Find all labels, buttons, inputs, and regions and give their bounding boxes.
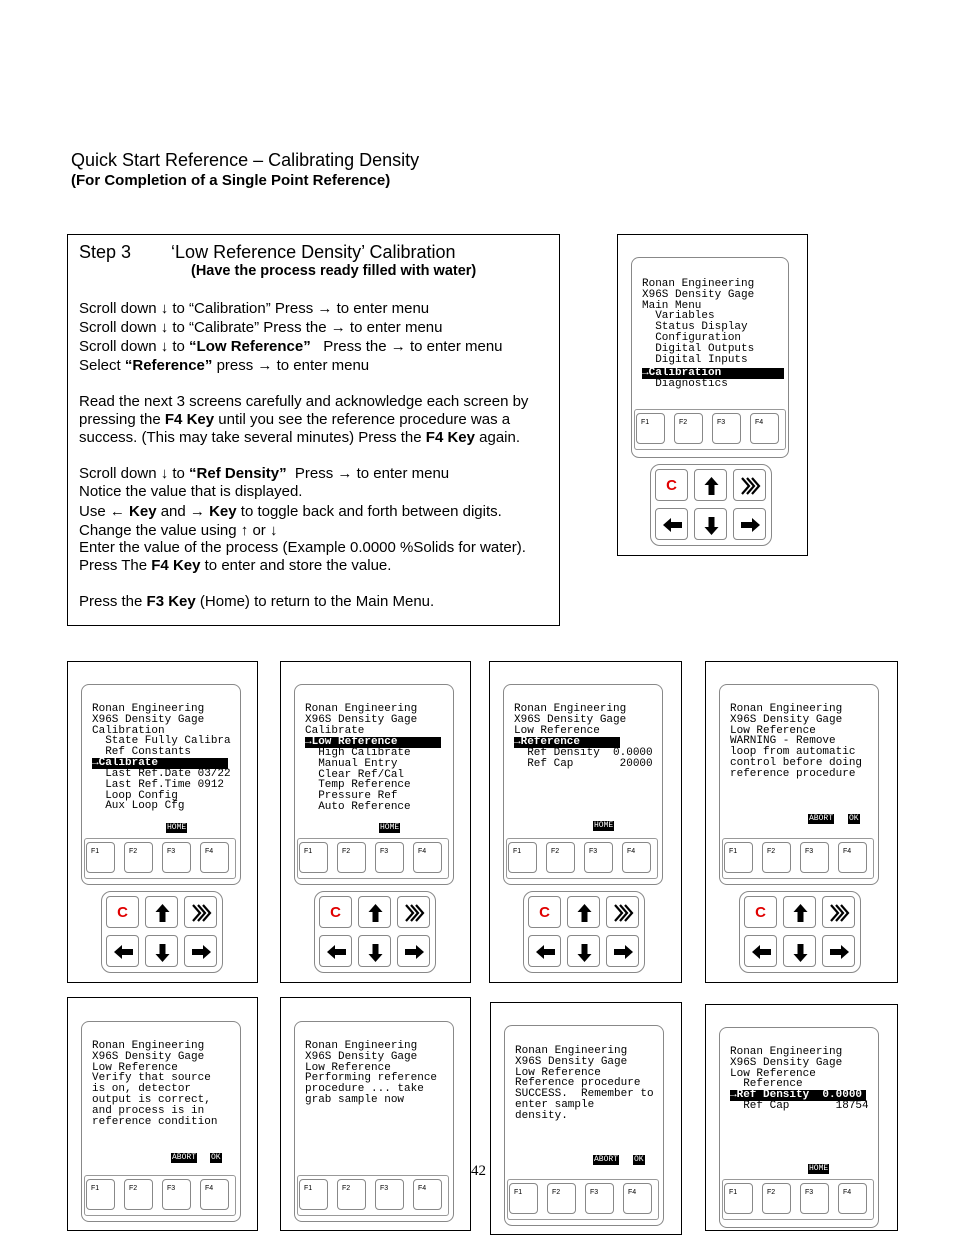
lcd-line: Verify that source	[92, 1072, 211, 1085]
clear-key[interactable]: C	[528, 896, 561, 928]
text: pressing the	[79, 411, 165, 428]
lcd-line: SUCCESS. Remember to	[515, 1088, 654, 1101]
lcd-line: Low Reference	[730, 1067, 816, 1080]
f2-key[interactable]: F2	[546, 842, 575, 873]
lcd-line: Reference	[730, 1078, 803, 1091]
lcd-line: X96S Density Gage	[305, 713, 418, 726]
lcd-line: X96S Density Gage	[515, 1055, 628, 1068]
f4-key[interactable]: F4	[413, 1179, 442, 1210]
instruction-line: Scroll down ↓ to “Calibration” Press → to enter menu	[79, 300, 430, 317]
lcd-screen	[515, 1046, 654, 1122]
right-arrow-key[interactable]	[184, 935, 217, 967]
lcd-line: Ronan Engineering	[305, 1040, 418, 1052]
text: Press The	[79, 557, 152, 574]
fast-scroll-key[interactable]	[397, 896, 430, 928]
softkey-ok[interactable]: OK	[211, 1153, 221, 1162]
lcd-line: Digital Inputs	[642, 353, 748, 366]
softkey-ok[interactable]: OK	[634, 1155, 644, 1164]
f1-key[interactable]: F1	[508, 842, 537, 873]
f4-key[interactable]: F4	[622, 842, 651, 873]
lcd-line[interactable]: Last Ref.Date 03/22	[92, 768, 231, 780]
f1-key[interactable]: F1	[86, 842, 115, 873]
lcd-line[interactable]: Clear Ref/Cal	[305, 768, 405, 781]
f3-key[interactable]: F3	[800, 842, 829, 873]
lcd-line: control before doing	[730, 756, 863, 769]
lcd-line: density.	[515, 1109, 568, 1122]
instruction-line	[79, 557, 391, 575]
lcd-line: Calibrate	[305, 724, 365, 737]
text: to toggle back and forth between digits.	[236, 503, 502, 520]
softkey-home[interactable]: HOME	[594, 821, 614, 830]
lcd-line: Ronan Engineering	[92, 1040, 205, 1052]
text-bold: “Low Reference”	[189, 338, 311, 355]
left-arrow-key[interactable]	[528, 935, 561, 967]
lcd-line: Status Display	[642, 321, 748, 334]
text: to enter and store the value.	[200, 557, 392, 574]
f2-key[interactable]: F2	[547, 1183, 576, 1214]
softkey-home[interactable]: HOME	[380, 823, 400, 832]
page-subtitle: (For Completion of a Single Point Reference)	[71, 172, 391, 189]
f2-key[interactable]: F2	[762, 1183, 791, 1214]
lcd-screen	[642, 279, 754, 365]
down-arrow-key[interactable]	[145, 935, 178, 967]
instruction-line	[79, 503, 502, 521]
instruction-line: Scroll down ↓ to “Calibrate” Press the → to enter menu	[79, 319, 443, 336]
lcd-line: Ronan Engineering	[730, 1046, 843, 1058]
lcd-line[interactable]: Auto Reference	[305, 800, 411, 813]
lcd-line: Configuration	[642, 331, 742, 344]
clear-key[interactable]: C	[744, 896, 777, 928]
text: Use ←	[79, 503, 130, 520]
text: Press the	[79, 593, 147, 610]
f1-key[interactable]: F1	[724, 842, 753, 873]
left-arrow-key[interactable]	[655, 508, 688, 540]
lcd-line[interactable]: Temp Reference	[305, 779, 411, 792]
text: success. (This may take several minutes) Press the	[79, 429, 426, 446]
text: and →	[156, 503, 210, 520]
f1-key[interactable]: F1	[724, 1183, 753, 1214]
lcd-line: Low Reference	[515, 1066, 601, 1079]
text: Press → to enter menu	[286, 465, 450, 482]
softkey-home[interactable]: HOME	[167, 823, 187, 832]
up-arrow-key[interactable]	[783, 896, 816, 928]
text-bold: F3 Key	[146, 593, 196, 610]
f3-key[interactable]: F3	[712, 413, 741, 444]
fast-scroll-key[interactable]	[184, 896, 217, 928]
lcd-line[interactable]: Aux Loop Cfg	[92, 800, 185, 813]
lcd-line: grab sample now	[305, 1093, 405, 1106]
text: Press the → to enter menu	[310, 338, 503, 355]
instruction-line: Change the value using ↑ or ↓	[79, 522, 278, 539]
text-bold: F4 Key	[425, 429, 475, 446]
lcd-line: X96S Density Gage	[305, 1050, 418, 1063]
lcd-line: Ronan Engineering	[642, 278, 755, 290]
f4-key[interactable]: F4	[200, 1179, 229, 1210]
lcd-line: Variables	[642, 310, 715, 323]
lcd-line: Low Reference	[92, 1061, 178, 1074]
lcd-line: Low Reference	[305, 1061, 391, 1074]
lcd-screen	[92, 704, 231, 758]
f1-key[interactable]: F1	[86, 1179, 115, 1210]
selected-menu-item-label[interactable]: →Low Reference	[305, 737, 441, 748]
instruction-line	[79, 411, 510, 429]
lcd-screen	[92, 1041, 217, 1127]
f3-key[interactable]: F3	[585, 1183, 614, 1214]
lcd-lines-after-selection	[514, 748, 653, 770]
instruction-line	[79, 593, 434, 611]
selected-menu-item-label[interactable]: →Ref Density 0.0000	[730, 1090, 866, 1101]
lcd-line[interactable]: Manual Entry	[305, 757, 398, 770]
f4-key[interactable]: F4	[838, 1183, 867, 1214]
lcd-screen	[514, 704, 626, 736]
f2-key[interactable]: F2	[124, 842, 153, 873]
lcd-line: Digital Outputs	[642, 342, 755, 355]
up-arrow-key[interactable]	[567, 896, 600, 928]
lcd-line: is on, detector	[92, 1083, 192, 1096]
f4-key[interactable]: F4	[200, 842, 229, 873]
lcd-line[interactable]: Loop Config	[92, 789, 178, 802]
text-bold: Key	[209, 503, 237, 520]
instruction-line	[79, 357, 369, 375]
lcd-line: Ronan Engineering	[92, 703, 205, 715]
step-subtitle: (Have the process ready filled with water)	[191, 263, 477, 279]
selected-menu-item-label[interactable]: →Calibrate	[92, 758, 228, 769]
instruction-line: Notice the value that is displayed.	[79, 483, 303, 500]
lcd-line: X96S Density Gage	[730, 1056, 843, 1069]
lcd-line: X96S Density Gage	[92, 713, 205, 726]
lcd-line: Ronan Engineering	[515, 1045, 628, 1057]
instruction-line	[79, 338, 503, 356]
left-arrow-key[interactable]	[319, 935, 352, 967]
f1-key[interactable]: F1	[636, 413, 665, 444]
lcd-screen	[305, 704, 417, 736]
step-3-box	[67, 234, 560, 626]
f2-key[interactable]: F2	[124, 1179, 153, 1210]
lcd-line[interactable]: High Calibrate	[305, 747, 411, 759]
text: again.	[474, 429, 521, 446]
selected-menu-item-label[interactable]: →Reference	[514, 737, 620, 748]
down-arrow-key[interactable]	[694, 508, 727, 540]
up-arrow-key[interactable]	[694, 469, 727, 501]
f1-key[interactable]: F1	[509, 1183, 538, 1214]
right-arrow-key[interactable]	[397, 935, 430, 967]
lcd-line: Calibration	[92, 724, 165, 737]
text-bold: F4 Key	[164, 411, 215, 428]
right-arrow-key[interactable]	[733, 508, 766, 540]
lcd-lines-after-selection	[305, 748, 411, 813]
lcd-line: procedure ... take	[305, 1083, 424, 1096]
lcd-line: X96S Density Gage	[92, 1050, 205, 1063]
lcd-line: WARNING - Remove	[730, 735, 836, 748]
f3-key[interactable]: F3	[800, 1183, 829, 1214]
f2-key[interactable]: F2	[337, 842, 366, 873]
f4-key[interactable]: F4	[750, 413, 779, 444]
clear-key[interactable]: C	[106, 896, 139, 928]
text: (Home) to return to the Main Menu.	[195, 593, 435, 610]
f3-key[interactable]: F3	[375, 1179, 404, 1210]
f1-key[interactable]: F1	[299, 842, 328, 873]
text-bold: “Ref Density”	[189, 465, 287, 482]
right-arrow-key[interactable]	[606, 935, 639, 967]
fast-scroll-key[interactable]	[606, 896, 639, 928]
down-arrow-key[interactable]	[783, 935, 816, 967]
lcd-line[interactable]: Ref Cap 20000	[514, 757, 653, 770]
lcd-line: Ref Constants	[92, 746, 192, 759]
lcd-line: loop from automatic	[730, 746, 856, 759]
lcd-line[interactable]: Pressure Ref	[305, 790, 398, 803]
lcd-line: X96S Density Gage	[642, 288, 755, 301]
lcd-line[interactable]: Diagnostics	[642, 378, 728, 390]
lcd-line: Reference procedure	[515, 1077, 641, 1090]
f2-key[interactable]: F2	[674, 413, 703, 444]
softkey-abort[interactable]: ABORT	[594, 1155, 619, 1164]
lcd-line: Ronan Engineering	[514, 703, 627, 715]
f3-key[interactable]: F3	[375, 842, 404, 873]
lcd-screen	[730, 704, 862, 780]
text: Select	[79, 357, 125, 374]
softkey-ok[interactable]: OK	[849, 814, 859, 823]
lcd-line: Ronan Engineering	[305, 703, 418, 715]
f1-key[interactable]: F1	[299, 1179, 328, 1210]
instruction-line: Enter the value of the process (Example 0.0000 %Solids for water).	[79, 539, 526, 556]
right-arrow-key[interactable]	[822, 935, 855, 967]
lcd-lines-after-selection	[92, 769, 231, 812]
lcd-line: X96S Density Gage	[730, 713, 843, 726]
lcd-line: Low Reference	[514, 724, 600, 737]
text: Scroll down ↓ to	[79, 338, 190, 355]
softkey-abort[interactable]: ABORT	[809, 814, 834, 823]
left-arrow-key[interactable]	[744, 935, 777, 967]
softkey-abort[interactable]: ABORT	[172, 1153, 197, 1162]
lcd-lines-after-selection	[730, 1101, 869, 1112]
lcd-line: output is correct,	[92, 1093, 211, 1106]
down-arrow-key[interactable]	[567, 935, 600, 967]
instruction-line: Read the next 3 screens carefully and acknowledge each screen by	[79, 393, 529, 410]
text: until you see the reference procedure was a	[214, 411, 511, 428]
step-title: Step 3 ‘Low Reference Density’ Calibration	[79, 242, 456, 262]
f3-key[interactable]: F3	[162, 842, 191, 873]
down-arrow-key[interactable]	[358, 935, 391, 967]
lcd-line: State Fully Calibra	[92, 735, 231, 748]
text-bold: Key	[129, 503, 157, 520]
lcd-line: enter sample	[515, 1098, 595, 1111]
f3-key[interactable]: F3	[162, 1179, 191, 1210]
lcd-line: reference condition	[92, 1115, 218, 1128]
instruction-line	[79, 465, 449, 483]
f2-key[interactable]: F2	[762, 842, 791, 873]
text-bold: F4 Key	[151, 557, 201, 574]
softkey-home[interactable]: HOME	[809, 1164, 829, 1173]
f2-key[interactable]: F2	[337, 1179, 366, 1210]
left-arrow-key[interactable]	[106, 935, 139, 967]
f4-key[interactable]: F4	[413, 842, 442, 873]
up-arrow-key[interactable]	[145, 896, 178, 928]
clear-key[interactable]: C	[319, 896, 352, 928]
clear-key[interactable]: C	[655, 469, 688, 501]
lcd-screen	[730, 1047, 842, 1090]
instruction-line	[79, 429, 520, 447]
lcd-line: Ronan Engineering	[730, 703, 843, 715]
text: Scroll down ↓ to	[79, 465, 190, 482]
lcd-lines-after-selection	[642, 379, 728, 390]
lcd-line[interactable]: Ref Density 0.0000	[514, 747, 653, 759]
fast-scroll-key[interactable]	[822, 896, 855, 928]
lcd-line: Performing reference	[305, 1072, 438, 1085]
fast-scroll-key[interactable]	[733, 469, 766, 501]
page-title: Quick Start Reference – Calibrating Density	[71, 150, 420, 170]
lcd-line: Main Menu	[642, 299, 702, 312]
lcd-line[interactable]: Last Ref.Time 0912	[92, 778, 225, 791]
text-bold: “Reference”	[124, 357, 213, 374]
lcd-screen	[305, 1041, 437, 1106]
f4-key[interactable]: F4	[623, 1183, 652, 1214]
f3-key[interactable]: F3	[584, 842, 613, 873]
lcd-line: X96S Density Gage	[514, 713, 627, 726]
text: press → to enter menu	[212, 357, 370, 374]
lcd-line: Low Reference	[730, 724, 816, 737]
lcd-line: and process is in	[92, 1104, 205, 1117]
selected-menu-item-label[interactable]: →Calibration	[642, 368, 784, 379]
f4-key[interactable]: F4	[838, 842, 867, 873]
up-arrow-key[interactable]	[358, 896, 391, 928]
lcd-line[interactable]: Ref Cap 18754	[730, 1100, 869, 1112]
page-number: 42	[471, 1163, 486, 1179]
lcd-line: reference procedure	[730, 767, 856, 780]
